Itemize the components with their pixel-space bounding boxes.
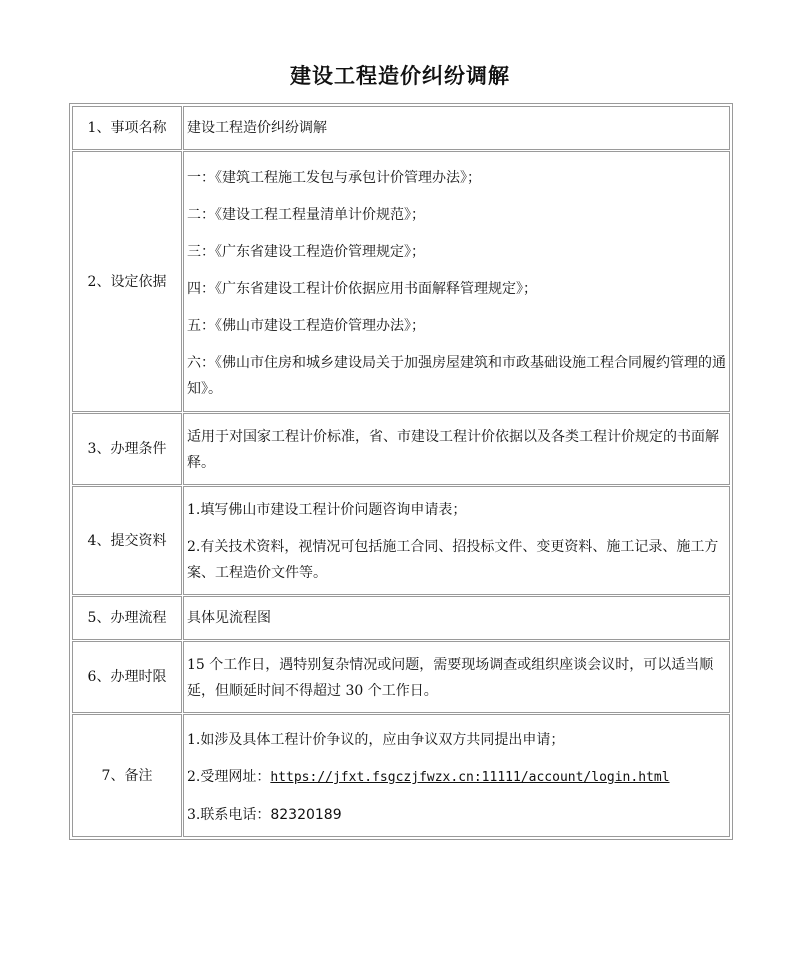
matter-table-grid — [71, 105, 731, 838]
table-row-conditions — [72, 413, 730, 485]
content-line-phone — [187, 802, 727, 828]
row-label: 3、办理条件 — [72, 413, 182, 485]
content-line: 1.如涉及具体工程计价争议的，应由争议双方共同提出申请； — [187, 732, 565, 748]
application-url-link[interactable]: https://jfxt.fsgczjfwzx.cn:11111/account/login.html — [270, 770, 670, 785]
row-content — [183, 641, 730, 713]
content-line: 一：《建筑工程施工发包与承包计价管理办法》； — [187, 170, 481, 186]
row-label: 4、提交资料 — [72, 486, 182, 595]
row-content — [183, 486, 730, 595]
content-line: 15 个工作日，遇特别复杂情况或问题，需要现场调查或组织座谈会议时，可以适当顺延，但顺延时间不得超过 30 个工作日。 — [187, 657, 714, 699]
content-line: 建设工程造价纠纷调解 — [187, 120, 327, 136]
content-line: 五：《佛山市建设工程造价管理办法》； — [187, 318, 425, 334]
matter-table — [69, 103, 733, 840]
content-line: 具体见流程图 — [187, 610, 271, 626]
content-line: 2.有关技术资料，视情况可包括施工合同、招投标文件、变更资料、施工记录、施工方案、工程造价文件等。 — [187, 539, 719, 581]
row-label: 1、事项名称 — [72, 106, 182, 150]
row-content — [183, 413, 730, 485]
page-title: 建设工程造价纠纷调解 — [290, 64, 510, 88]
row-content — [183, 151, 730, 412]
row-label: 7、备注 — [72, 714, 182, 837]
content-line: 适用于对国家工程计价标准，省、市建设工程计价依据以及各类工程计价规定的书面解释。 — [187, 429, 719, 471]
phone-prefix: 3.联系电话： — [187, 807, 271, 823]
table-row-materials — [72, 486, 730, 595]
table-row-item-name — [72, 106, 730, 150]
row-content — [183, 596, 730, 640]
url-prefix: 2.受理网址： — [187, 769, 271, 785]
row-label: 5、办理流程 — [72, 596, 182, 640]
content-line-url — [187, 764, 727, 791]
table-row-process — [72, 596, 730, 640]
table-row-legal-basis — [72, 151, 730, 412]
phone-number: 82320189 — [270, 807, 342, 823]
content-line: 四：《广东省建设工程计价依据应用书面解释管理规定》； — [187, 281, 537, 297]
content-line: 1.填写佛山市建设工程计价问题咨询申请表； — [187, 502, 467, 518]
row-label: 2、设定依据 — [72, 151, 182, 412]
table-row-time-limit — [72, 641, 730, 713]
content-line: 二：《建设工程工程量清单计价规范》； — [187, 207, 425, 223]
content-line: 六：《佛山市住房和城乡建设局关于加强房屋建筑和市政基础设施工程合同履约管理的通知》。 — [187, 355, 726, 397]
content-line: 三：《广东省建设工程造价管理规定》； — [187, 244, 425, 260]
table-row-notes — [72, 714, 730, 837]
row-content — [183, 106, 730, 150]
row-content — [183, 714, 730, 837]
row-label: 6、办理时限 — [72, 641, 182, 713]
